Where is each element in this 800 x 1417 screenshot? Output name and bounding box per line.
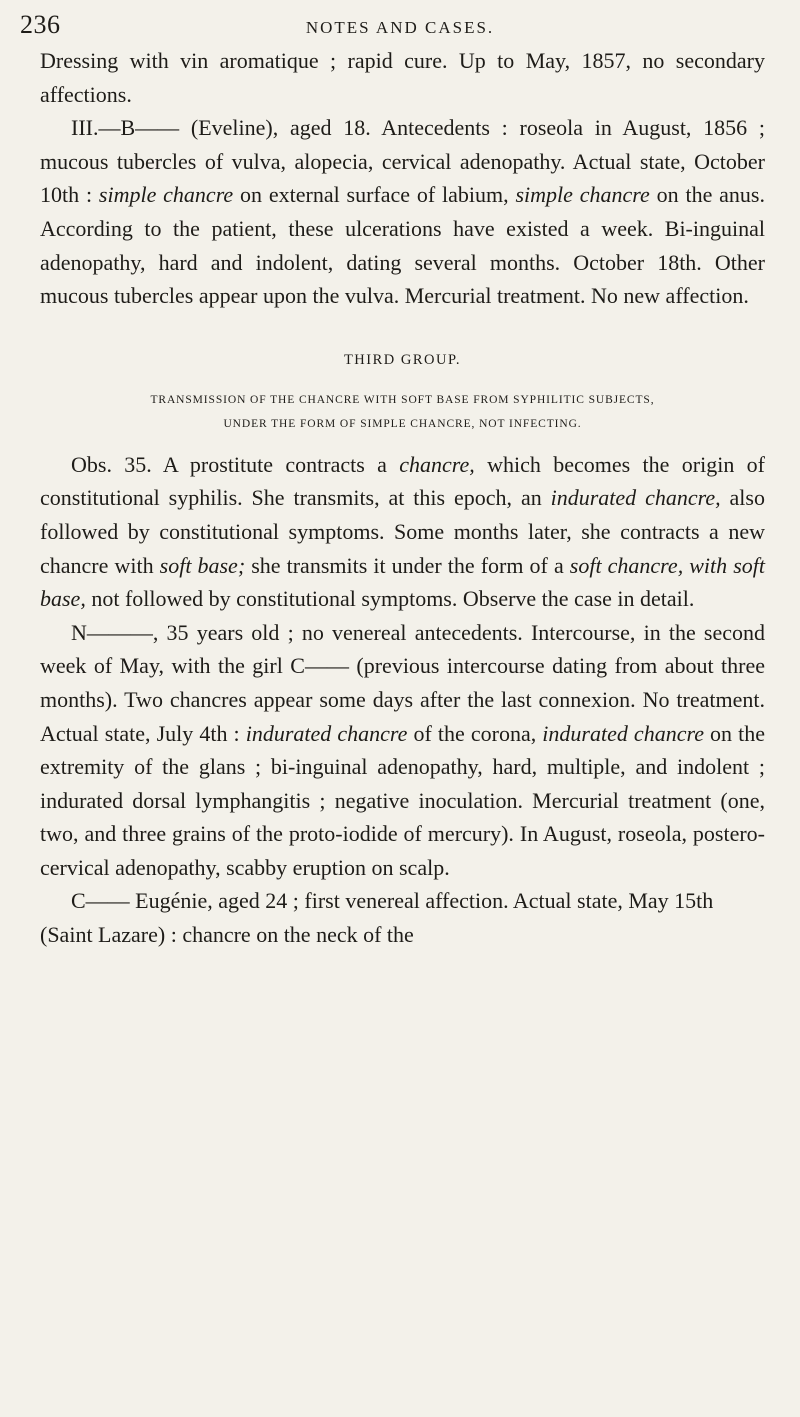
case-n-text-e: on the extremity of the glans ; bi-inguinal adenopathy, hard, multiple, and indolent ; indurated dorsal lymphangitis ; negative inoculation. Mercurial treatment (one, two, and three grains of the proto-iodide of mercury). In August, roseola, postero-cervical adenopathy, scabby eruption on scalp. (40, 720, 765, 880)
obs35-text-a: Obs. 35. A prostitute contracts a (71, 451, 400, 477)
obs35-italic-d: indurated chancre, (550, 485, 721, 511)
page-number: 236 (20, 10, 61, 39)
running-title: NOTES AND CASES. (305, 18, 495, 37)
paragraph-obs-35 (40, 448, 765, 616)
obs35-text-e: also followed by constitutional symptoms. Some months later, she contracts a new chancre with (40, 485, 765, 578)
obs35-text-c: which becomes the origin of constitutional syphilis. She transmits, at this epoch, an (40, 451, 765, 511)
obs35-text-g: she transmits it under the form of a (245, 552, 570, 578)
paragraph-case-c: C—— Eugénie, aged 24 ; first venereal affection. Actual state, May 15th (Saint Lazare) : chancre on the neck of the (40, 888, 714, 948)
section-heading-third-group: THIRD GROUP. (343, 351, 462, 368)
body-text (40, 44, 765, 952)
case-iii-text-c: on external surface of labium, (233, 182, 516, 208)
obs35-text-i: not followed by constitutional symptoms. Observe the case in detail. (85, 586, 695, 612)
case-n-italic-b: indurated chancre (245, 720, 408, 746)
case-n-text-c: of the corona, (407, 720, 543, 746)
obs35-italic-f: soft base; (159, 552, 246, 578)
section-subheading-line-2: UNDER THE FORM OF SIMPLE CHANCRE, NOT INFECTING. (223, 417, 582, 430)
running-head (20, 10, 780, 42)
case-iii-text-a: III.—B—— (Eveline), aged 18. Antecedents : roseola in August, 1856 ; mucous tubercles of vulva, alopecia, cervical adenopathy. Actual state, October 10th : (40, 115, 765, 208)
case-n-text-a: N———, 35 years old ; no venereal antecedents. Intercourse, in the second week of May, with the girl C—— (previous intercourse dating from about three months). Two chancres appear some days after the last connexion. No treatment. Actual state, July 4th : (40, 619, 765, 746)
paragraph-case-iii (40, 111, 765, 313)
case-n-italic-d: indurated chancre (542, 720, 704, 746)
section-subheading-line-1: TRANSMISSION OF THE CHANCRE WITH SOFT BASE FROM SYPHILITIC SUBJECTS, (150, 393, 655, 406)
section-subheading (40, 388, 765, 436)
paragraph-case-n (40, 616, 765, 885)
case-iii-text-e: on the anus. According to the patient, these ulcerations have existed a week. Bi-inguinal adenopathy, hard and indolent, dating several months. October 18th. Other mucous tubercles appear upon the vulva. Mercurial treatment. No new affection. (40, 182, 765, 309)
case-iii-italic-d: simple chancre (515, 182, 650, 208)
case-iii-italic-b: simple chancre (98, 182, 234, 208)
obs35-italic-h: soft chancre, with soft base, (40, 552, 766, 612)
obs35-italic-b: chancre, (399, 451, 475, 477)
paragraph-dressing: Dressing with vin aromatique ; rapid cure. Up to May, 1857, no secondary affections. (40, 48, 765, 107)
